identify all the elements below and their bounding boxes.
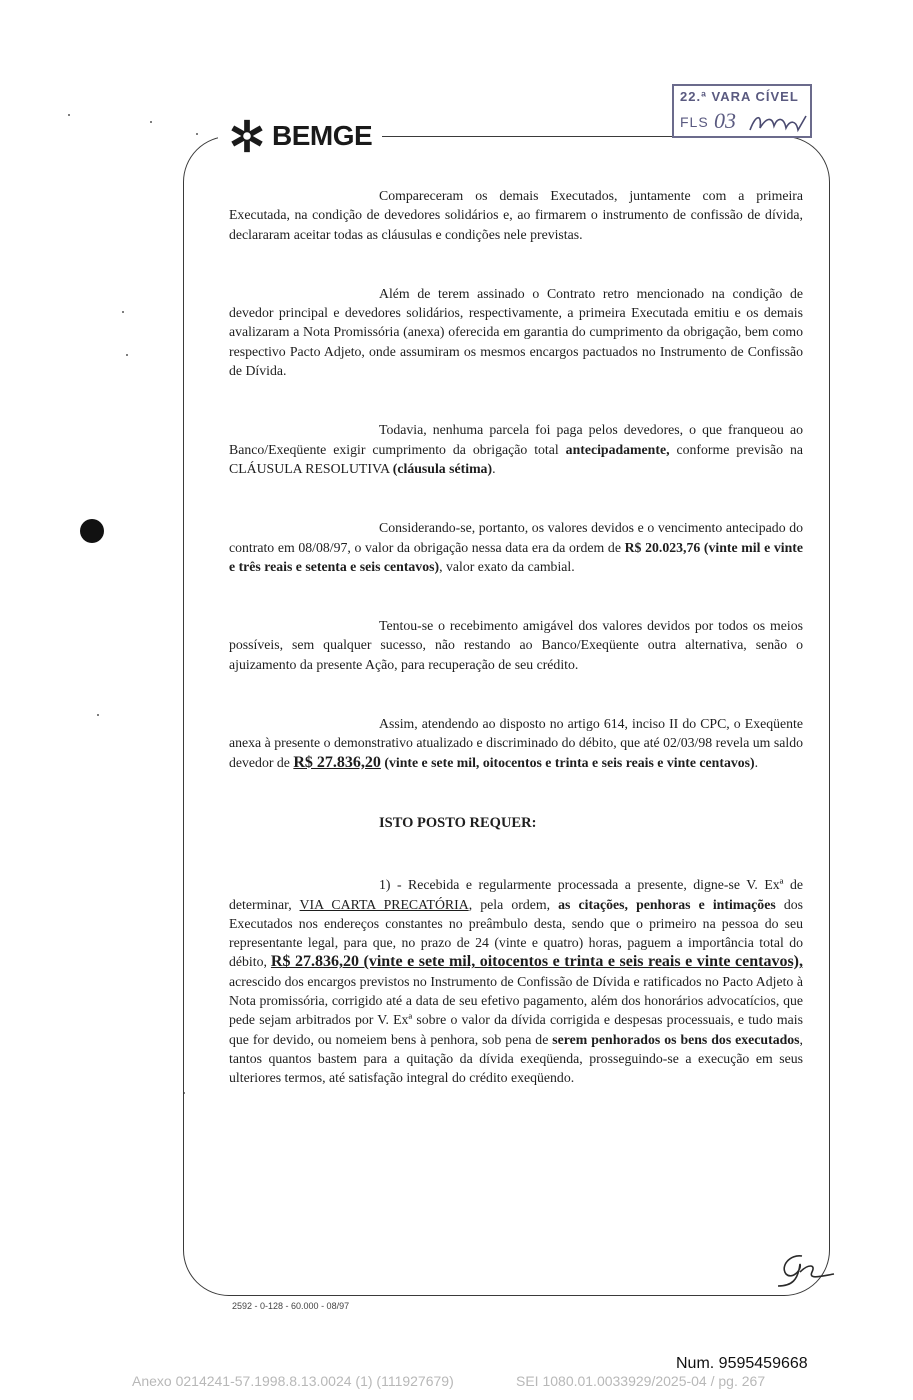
stamp-fls-label: FLS	[680, 114, 709, 130]
paragraph-7: 1) - Recebida e regularmente processada a presente, digne-se V. Exª de determinar, VIA CARTA PRECATÓRIA, pela ordem, as citações, penhoras e intimações dos Executados nos endereços constantes no preâmbulo desta, sendo que o primeiro na pessoa do seu representante legal, para que, no prazo de 24 (vinte e quatro) horas, paguem a importância total do débito, R$ 27.836,20 (vinte e sete mil, oitocentos e trinta e seis reais e vinte centavos), acrescido dos encargos previstos no Instrumento de Confissão de Dívida e ratificados no Pacto Adjeto à Nota promissória, corrigido até a data de seu efetivo pagamento, além dos honorários advocatícios, que pede sejam arbitrados por V. Exª sobre o valor da dívida corrigida e despesas processuais, e tudo mais que for devido, ou nomeiem bens à penhora, sob pena de serem penhorados os bens dos executados, tantos quantos bastem para a quitação da dívida exeqüenda, prosseguindo-se a execução em seus ulteriores termos, até satisfação integral do crédito exeqüendo.	[229, 877, 803, 1086]
debt-amount: R$ 27.836,20	[293, 753, 381, 771]
document-body	[229, 186, 803, 1088]
footer-sei-reference: SEI 1080.01.0033929/2025-04 / pg. 267	[516, 1373, 766, 1389]
total-debt-amount: R$ 27.836,20 (vinte e sete mil, oitocentos e trinta e seis reais e vinte centavos),	[270, 953, 803, 971]
section-heading: ISTO POSTO REQUER:	[379, 814, 537, 831]
stamp-sheet-number: 03	[714, 108, 736, 133]
asterisk-logo-icon	[228, 117, 266, 155]
stamp-court-name: 22.ª VARA CÍVEL	[680, 89, 799, 104]
brand-name: BEMGE	[272, 120, 373, 151]
punch-hole	[80, 519, 104, 543]
stamp-signature-icon	[748, 110, 808, 136]
paragraph-4: Considerando-se, portanto, os valores devidos e o vencimento antecipado do contrato em 08/08/97, o valor da obrigação nessa data era da ordem de R$ 20.023,76 (vinte mil e vinte e três reais e setenta e seis centavos), valor exato da cambial.	[229, 520, 803, 574]
paragraph-6: Assim, atendendo ao disposto no artigo 614, inciso II do CPC, o Exeqüente anexa à presente o demonstrativo atualizado e discriminado do débito, que até 02/03/98 revela um saldo devedor de R$ 27.836,20 (vinte e sete mil, oitocentos e trinta e seis reais e vinte centavos).	[229, 716, 803, 771]
form-code: 2592 - 0-128 - 60.000 - 08/97	[232, 1301, 350, 1311]
paragraph-5: Tentou-se o recebimento amigável dos valores devidos por todos os meios possíveis, sem qualquer sucesso, não restando ao Banco/Exeqüente outra alternativa, senão o ajuizamento da presente Ação, para recuperação de seu crédito.	[229, 618, 803, 672]
paragraph-3: Todavia, nenhuma parcela foi paga pelos devedores, o que franqueou ao Banco/Exeqüente exigir cumprimento da obrigação total antecipadamente, conforme previsão na CLÁUSULA RESOLUTIVA (cláusula sétima).	[229, 422, 803, 476]
footer-anexo: Anexo 0214241-57.1998.8.13.0024 (1) (111927679)	[132, 1373, 454, 1389]
signature-icon	[772, 1250, 836, 1290]
court-stamp	[672, 84, 812, 138]
via-carta-precatoria: VIA CARTA PRECATÓRIA	[299, 896, 469, 912]
paragraph-1: Compareceram os demais Executados, juntamente com a primeira Executada, na condição de devedores solidários e, ao firmarem o instrumento de confissão de dívida, declararam aceitar todas as cláusulas e condições nele previstas.	[229, 188, 803, 242]
letterhead-brand	[218, 116, 382, 156]
footer-document-number: Num. 9595459668	[676, 1355, 808, 1372]
paragraph-2: Além de terem assinado o Contrato retro mencionado na condição de devedor principal e devedores solidários, respectivamente, a primeira Executada emitiu e os demais avalizaram a Nota Promissória (anexa) oferecida em garantia do cumprimento da obrigação, bem como respectivo Pacto Adjeto, onde assumiram os mesmos encargos pactuados no Instrumento de Confissão de Dívida.	[229, 285, 803, 379]
